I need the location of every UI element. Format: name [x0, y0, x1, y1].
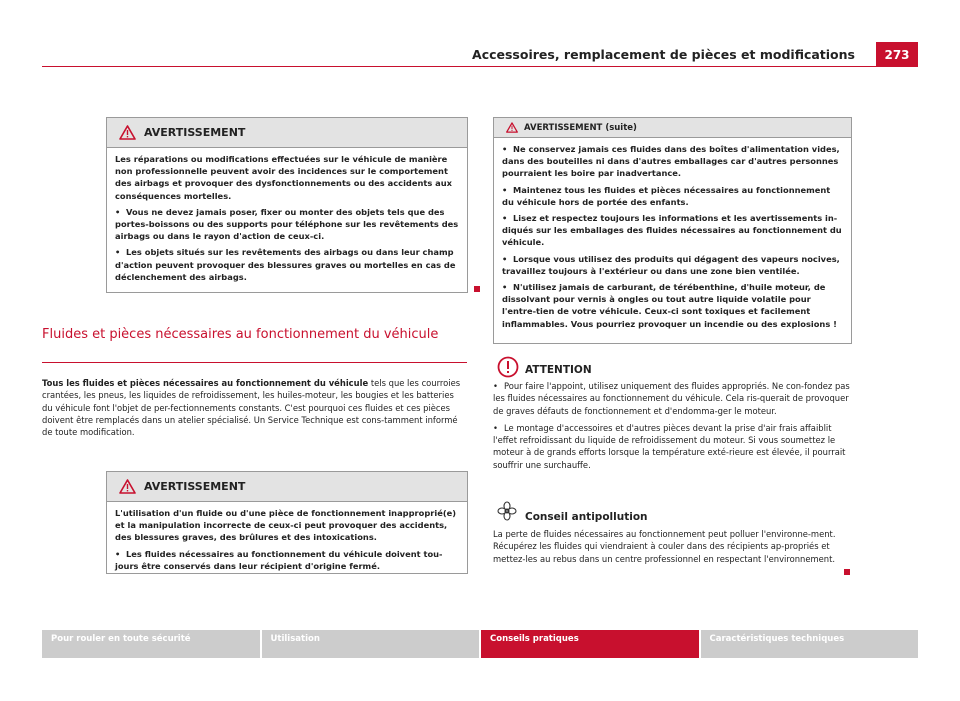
flower-environment-icon	[497, 501, 517, 521]
page-number: 273	[876, 42, 918, 67]
attention-item	[493, 422, 855, 471]
warning-header	[107, 472, 467, 502]
section-intro-text: tels que les courroies crantées, les pneus, les liquides de refroidissement, les huiles-moteur, les bougies et les batteries du véhicule font l'objet de per-fectionnements constants. C'est pourquoi ces fluides et ces pièces doivent être remplacés dans un atelier spécialisé. Un Service Technique est cons-tamment informé de toute modification.	[42, 378, 461, 438]
warning-body	[494, 138, 851, 338]
bullet-icon: •	[502, 184, 508, 195]
bullet-icon: •	[493, 422, 498, 433]
warning-header	[494, 118, 851, 138]
conseil-title: Conseil antipollution	[525, 511, 648, 523]
warning-bullet	[115, 206, 459, 243]
bullet-icon: •	[502, 253, 508, 264]
end-marker-icon	[474, 286, 480, 292]
warning-paragraph: L'utilisation d'un fluide ou d'une pièce de fonctionnement inapproprié(e) et la manipulation incorrecte de ceux-ci peut provoquer des accidents, des blessures graves, des brûlures et des intoxications.	[115, 508, 457, 543]
warning-box-continued	[493, 117, 852, 344]
section-intro-bold: Tous les fluides et pièces nécessaires au fonctionnement du véhicule	[42, 378, 369, 388]
header-rule	[42, 66, 876, 67]
footer-tab-securite[interactable]: Pour rouler en toute sécurité	[42, 630, 260, 658]
footer-tab-utilisation[interactable]: Utilisation	[262, 630, 480, 658]
warning-body	[107, 148, 467, 291]
warning-triangle-icon	[119, 479, 136, 494]
footer-tab-caracteristiques[interactable]: Caractéristiques techniques	[701, 630, 919, 658]
warning-bullet-text: Lisez et respectez toujours les informations et les avertissements in-diqués sur les emballages des fluides nécessaires au fonctionnement du véhicule.	[502, 213, 842, 248]
section-title: Fluides et pièces nécessaires au fonctionnement du véhicule	[42, 327, 439, 342]
warning-triangle-icon	[506, 122, 518, 133]
warning-bullet	[502, 212, 843, 249]
warning-bullet	[502, 281, 843, 330]
warning-bullet	[115, 246, 459, 283]
attention-item-text: Pour faire l'appoint, utilisez uniquement des fluides appropriés. Ne con-fondez pas les fluides nécessaires au fonctionnement du véhicule. Cela ris-querait de provoquer de graves défauts de fonctionnement et d'endomma-ger le moteur.	[493, 381, 850, 416]
warning-title: AVERTISSEMENT (suite)	[524, 122, 637, 133]
section-intro	[42, 377, 467, 438]
end-marker-icon	[844, 569, 850, 575]
warning-bullet	[502, 143, 843, 180]
footer-tab-conseils-pratiques[interactable]: Conseils pratiques	[481, 630, 699, 658]
attention-title: ATTENTION	[525, 364, 592, 376]
warning-bullet-text: Vous ne devez jamais poser, fixer ou monter des objets tels que des portes-boissons ou des supports pour téléphone sur les revêtements des airbags ou dans le rayon d'action de ceux-ci.	[115, 206, 459, 242]
warning-bullet-text: Maintenez tous les fluides et pièces nécessaires au fonctionnement du véhicule hors de portée des enfants.	[502, 184, 831, 207]
attention-item-text: Le montage d'accessoires et d'autres pièces devant la prise d'air frais affaiblit l'effet refroidissant du liquide de refroidissement du moteur. Si vous soumettez le moteur à de grands efforts lorsque la température exté-rieure est élevée, il pourrait souffrir une surchauffe.	[493, 422, 846, 470]
attention-body	[493, 380, 855, 471]
page-header-title: Accessoires, remplacement de pièces et modifications	[472, 47, 855, 62]
warning-header	[107, 118, 467, 148]
bullet-icon: •	[115, 548, 121, 559]
bullet-icon: •	[502, 144, 508, 154]
footer-nav	[42, 630, 918, 658]
warning-bullet-text: N'utilisez jamais de carburant, de térébenthine, d'huile moteur, de dissolvant pour vernis à ongles ou tout autre liquide volatile pour l'entre-tien de votre véhicule. Ceux-ci sont toxiques et facilement inflammables. Vous pourriez provoquer un incendie ou des explosions !	[502, 282, 837, 329]
bullet-icon: •	[502, 282, 508, 293]
warning-title: AVERTISSEMENT	[144, 480, 246, 493]
bullet-icon: •	[115, 206, 121, 217]
bullet-icon: •	[115, 247, 121, 258]
warning-box-airbags	[106, 117, 468, 293]
warning-paragraph: Les réparations ou modifications effectuées sur le véhicule de manière non professionnelle peuvent avoir des incidences sur le comportement des airbags et provoquer des dysfonctionnements ou des accidents aux conséquences mortelles.	[115, 154, 453, 201]
warning-bullet	[115, 548, 459, 572]
warning-bullet-text: Les fluides nécessaires au fonctionnement du véhicule doivent tou-jours être conservés dans leur récipient d'origine fermé.	[115, 548, 443, 571]
warning-bullet-text: Ne conservez jamais ces fluides dans des boîtes d'alimentation vides, dans des bouteilles ni dans d'autres emballages car d'autres personnes pourraient les boire par inadvertance.	[502, 144, 840, 179]
warning-bullet-text: Les objets situés sur les revêtements des airbags ou dans leur champ d'action peuvent provoquer des blessures graves ou mortelles en cas de déclenchement des airbags.	[115, 247, 456, 282]
warning-bullet-text: Lorsque vous utilisez des produits qui dégagent des vapeurs nocives, travaillez toujours à l'extérieur ou dans une zone bien ventilée.	[502, 253, 840, 276]
attention-icon	[497, 356, 519, 378]
warning-body	[107, 502, 467, 580]
attention-item	[493, 380, 855, 417]
warning-box-fluids	[106, 471, 468, 574]
section-rule	[42, 362, 467, 363]
conseil-body: La perte de fluides nécessaires au fonctionnement peut polluer l'environne-ment. Récupérez les fluides qui viendraient à couler dans des récipients ap-propriés et mettez-les au rebus dans un centre professionnel en respectant l'environnement.	[493, 529, 836, 564]
warning-triangle-icon	[119, 125, 136, 140]
warning-bullet	[502, 184, 843, 208]
warning-bullet	[502, 253, 843, 277]
bullet-icon: •	[502, 213, 508, 224]
warning-title: AVERTISSEMENT	[144, 126, 246, 139]
bullet-icon: •	[493, 381, 498, 391]
